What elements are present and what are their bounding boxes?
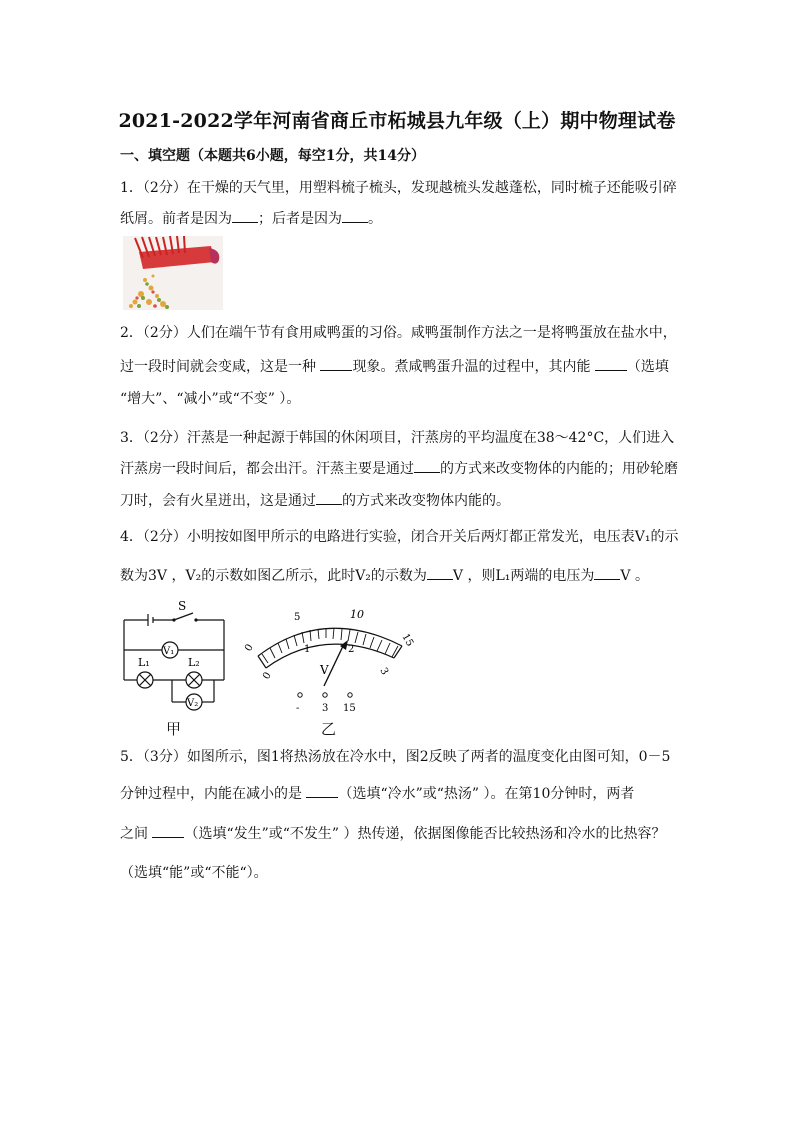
meter-unit: V xyxy=(320,663,329,677)
comb-image xyxy=(123,236,223,310)
bottom-scale-2: 2 xyxy=(348,644,355,655)
circuit-diagram xyxy=(118,600,246,740)
lamp-l1-label: L₁ xyxy=(138,656,150,669)
q5-line2 xyxy=(120,783,634,803)
q2-blank-2[interactable] xyxy=(595,358,627,371)
voltmeter-v2-label: V₂ xyxy=(187,698,199,709)
bottom-scale-1: 1 xyxy=(304,644,311,655)
q1-blank-2[interactable] xyxy=(342,210,368,223)
q3-line1: 3．（2分）汗蒸是一种起源于韩国的休闲项目，汗蒸房的平均温度在38～42°C，人们进入 xyxy=(120,430,675,446)
q5-text-b: （选填“冷水”或“热汤” ）。在第10分钟时，两者 xyxy=(338,786,635,802)
q3-text-a: 汗蒸房一段时间后，都会出汗。汗蒸主要是通过 xyxy=(120,461,414,477)
top-scale-5: 5 xyxy=(294,612,301,623)
q5-text-a: 分钟过程中，内能在减小的是 xyxy=(120,786,307,802)
section-heading: 一、填空题（本题共6小题，每空1分，共14分） xyxy=(120,148,425,164)
bottom-scale-3: 3 xyxy=(377,666,391,678)
q4-text-a: 数为3V ，V₂的示数如图乙所示，此时V₂的示数为 xyxy=(120,568,427,584)
figure-caption-a: 甲 xyxy=(166,720,182,738)
terminal-3: 3 xyxy=(322,703,329,714)
q2-line3: “增大”、“减小”或“不变” ）。 xyxy=(120,391,301,407)
q5-line1: 5．（3分）如图所示，图1将热汤放在冷水中，图2反映了两者的温度变化由图可知，0－5 xyxy=(120,749,671,765)
q2-text-c: （选填 xyxy=(626,359,669,375)
q3-line3 xyxy=(120,490,510,510)
q3-text-b: 的方式来改变物体的内能的；用砂轮磨 xyxy=(440,461,678,477)
switch-label: S xyxy=(178,600,187,613)
q1-text-c: 。 xyxy=(368,211,382,227)
terminal-15: 15 xyxy=(343,703,356,714)
top-scale-10: 10 xyxy=(350,608,364,621)
q3-blank-2[interactable] xyxy=(316,492,342,505)
q1-text-b: ；后者是因为 xyxy=(258,211,342,227)
q3-text-d: 的方式来改变物体内能的。 xyxy=(342,493,510,509)
figure-caption-b: 乙 xyxy=(321,720,337,738)
lamp-l2-label: L₂ xyxy=(188,656,200,669)
q5-line3 xyxy=(120,823,666,843)
q2-blank-1[interactable] xyxy=(320,358,352,371)
q5-blank-1[interactable] xyxy=(306,785,338,798)
q4-text-b: V ，则L₁两端的电压为 xyxy=(452,568,595,584)
q4-line1: 4．（2分）小明按如图甲所示的电路进行实验，闭合开关后两灯都正常发光，电压表V₁的示 xyxy=(120,529,679,545)
top-scale-15: 15 xyxy=(399,632,416,649)
q2-text-b: 现象。煮咸鸭蛋升温的过程中，其内能 xyxy=(352,359,595,375)
q4-text-c: V 。 xyxy=(620,568,649,584)
q4-blank-1[interactable] xyxy=(427,567,453,580)
voltmeter-v1-label: V₁ xyxy=(163,646,175,657)
q2-line1: 2．（2分）人们在端午节有食用咸鸭蛋的习俗。咸鸭蛋制作方法之一是将鸭蛋放在盐水中， xyxy=(120,325,677,341)
top-scale-0: 0 xyxy=(243,642,256,654)
q4-blank-2[interactable] xyxy=(594,567,620,580)
q2-line2 xyxy=(120,356,669,376)
q3-blank-1[interactable] xyxy=(414,460,440,473)
q1-line1: 1．（2分）在干燥的天气里，用塑料梳子梳头，发现越梳头发越蓬松，同时梳子还能吸引碎 xyxy=(120,180,677,196)
q5-text-c: 之间 xyxy=(120,826,153,842)
bottom-scale-0: 0 xyxy=(261,670,274,682)
q4-line2 xyxy=(120,565,649,585)
page-title: 2021-2022学年河南省商丘市柘城县九年级（上）期中物理试卷 xyxy=(118,110,676,132)
q2-text-a: 过一段时间就会变咸，这是一种 xyxy=(120,359,321,375)
q1-line2 xyxy=(120,208,382,228)
q5-line4: （选填“能”或“不能“）。 xyxy=(120,865,268,881)
q1-blank-1[interactable] xyxy=(232,210,258,223)
terminal-negative: - xyxy=(296,703,300,714)
q5-blank-2[interactable] xyxy=(152,825,184,838)
q3-line2 xyxy=(120,458,678,478)
q1-text-a: 纸屑。前者是因为 xyxy=(120,211,232,227)
q5-text-d: （选填“发生”或“不发生” ）热传递，依据图像能否比较热汤和冷水的比热容？ xyxy=(184,826,666,842)
q3-text-c: 刀时，会有火星迸出，这是通过 xyxy=(120,493,316,509)
